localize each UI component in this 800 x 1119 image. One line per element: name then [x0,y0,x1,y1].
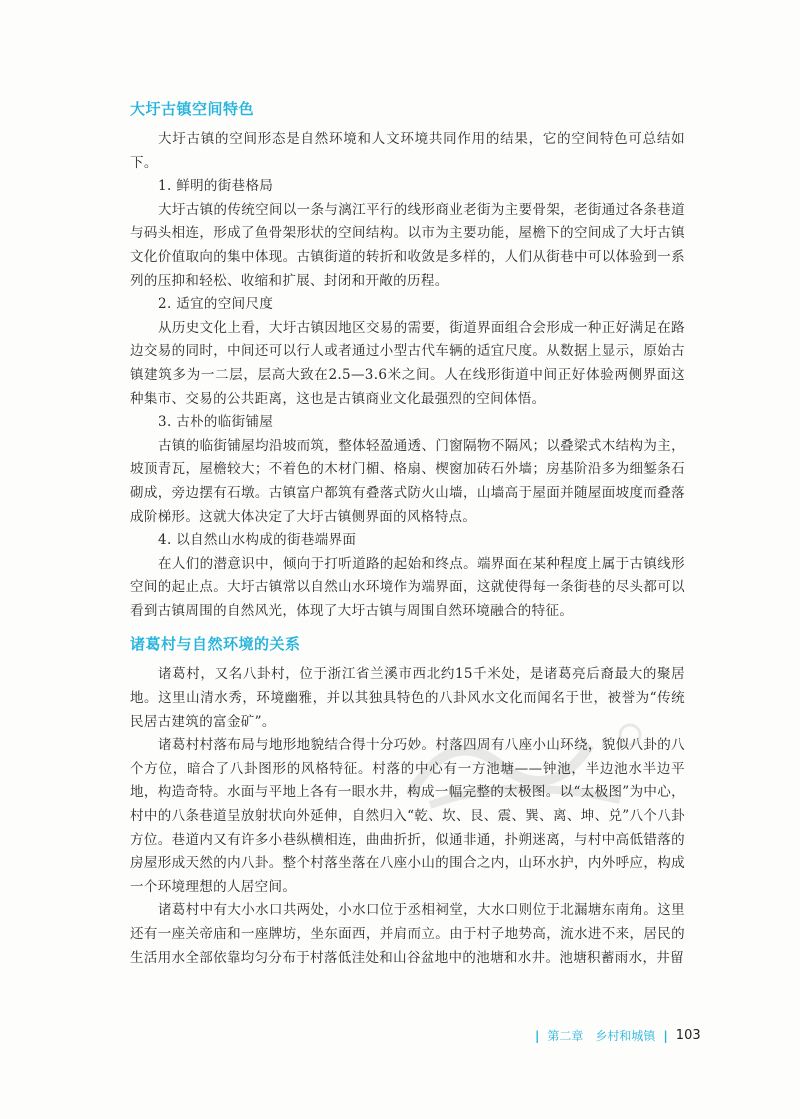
item-body-4: 在人们的潜意识中，倾向于打听道路的起始和终点。端界面在某种程度上属于古镇线形空间的起止点。大圩古镇常以自然山水环境作为端界面，这就使得每一条街巷的尽头都可以看到古镇周围的自然风光，体现了大圩古镇与周围自然环境融合的特征。 [130,555,685,619]
item-heading-3: 3. 古朴的临街铺屋 [158,414,274,431]
item-body-1: 大圩古镇的传统空间以一条与漓江平行的线形商业老街为主要骨架，老街通过各条巷道与码头相连，形成了鱼骨架形状的空间结构。以市为主要功能，屋檐下的空间成了大圩古镇文化价值取向的集中体现。古镇街道的转折和收敛是多样的，人们从街巷中可以体验到一系列的压抑和轻松、收缩和扩展、封闭和开敞的历程。 [130,201,685,289]
section-title-zhuge: 诸葛村与自然环境的关系 [130,635,301,654]
footer-separator-2: | [663,1028,668,1043]
item-heading-4: 4. 以自然山水构成的街巷端界面 [158,532,357,549]
section-intro: 大圩古镇的空间形态是自然环境和人文环境共同作用的结果，它的空间特色可总结如下。 [130,131,685,171]
footer-separator: | [535,1028,540,1043]
item-heading-1: 1. 鲜明的街巷格局 [158,178,274,195]
item-heading-2: 2. 适宜的空间尺度 [158,296,274,313]
footer-chapter: 第二章 乡村和城镇 [547,1029,656,1043]
item-body-3: 古镇的临街铺屋均沿坡而筑，整体轻盈通透、门窗隔物不隔风；以叠梁式木结构为主，坡顶青瓦，屋檐较大；不着色的木材门楣、格扇、楔窗加砖石外墙；房基阶沿多为细錾条石砌成，旁边摆有石墩。古镇富户都筑有叠落式防火山墙，山墙高于屋面并随屋面坡度而叠落成阶梯形。这就大体决定了大圩古镇侧界面的风格特点。 [130,437,685,525]
page-footer [535,1027,701,1044]
zhuge-paragraph-2: 诸葛村村落布局与地形地貌结合得十分巧妙。村落四周有八座小山环绕，貌似八卦的八个方位，暗合了八卦图形的风格特征。村落的中心有一方池塘——钟池，半边池水半边平地，构造奇特。水面与平地上各有一眼水井，构成一幅完整的太极图。以“太极图”为中心，村中的八条巷道呈放射状向外延伸，自然归入“乾、坎、艮、震、巽、离、坤、兑”八个八卦方位。巷道内又有许多小巷纵横相连，曲曲折折，似通非通，扑朔迷离，与村中高低错落的房屋形成天然的内八卦。整个村落坐落在八座小山的围合之内，山环水护，内外呼应，构成一个环境理想的人居空间。 [130,737,685,895]
item-body-2: 从历史文化上看，大圩古镇因地区交易的需要，街道界面组合会形成一种正好满足在路边交易的同时，中间还可以行人或者通过小型古代车辆的适宜尺度。从数据上显示，原始古镇建筑多为一二层，层高大致在2.5—3.6米之间。人在线形街道中间正好体验两侧界面这种集市、交易的公共距离，这也是古镇商业文化最强烈的空间体悟。 [130,319,685,407]
section-title-dawei: 大圩古镇空间特色 [130,100,255,118]
zhuge-paragraph-3: 诸葛村中有大小水口共两处，小水口位于丞相祠堂，大水口则位于北漏塘东南角。这里还有一座关帝庙和一座牌坊，坐东面西，并肩而立。由于村子地势高，流水进不来，居民的生活用水全部依靠均匀分布于村落低洼处和山谷盆地中的池塘和水井。池塘积蓄雨水，井留 [130,902,685,966]
page-number: 103 [675,1028,701,1043]
zhuge-paragraph-1: 诸葛村，又名八卦村，位于浙江省兰溪市西北约15千米处，是诸葛亮后裔最大的聚居地。这里山清水秀，环境幽雅，并以其独具特色的八卦风水文化而闻名于世，被誉为“传统民居古建筑的富金矿”。 [130,666,685,730]
page-content [130,98,685,970]
